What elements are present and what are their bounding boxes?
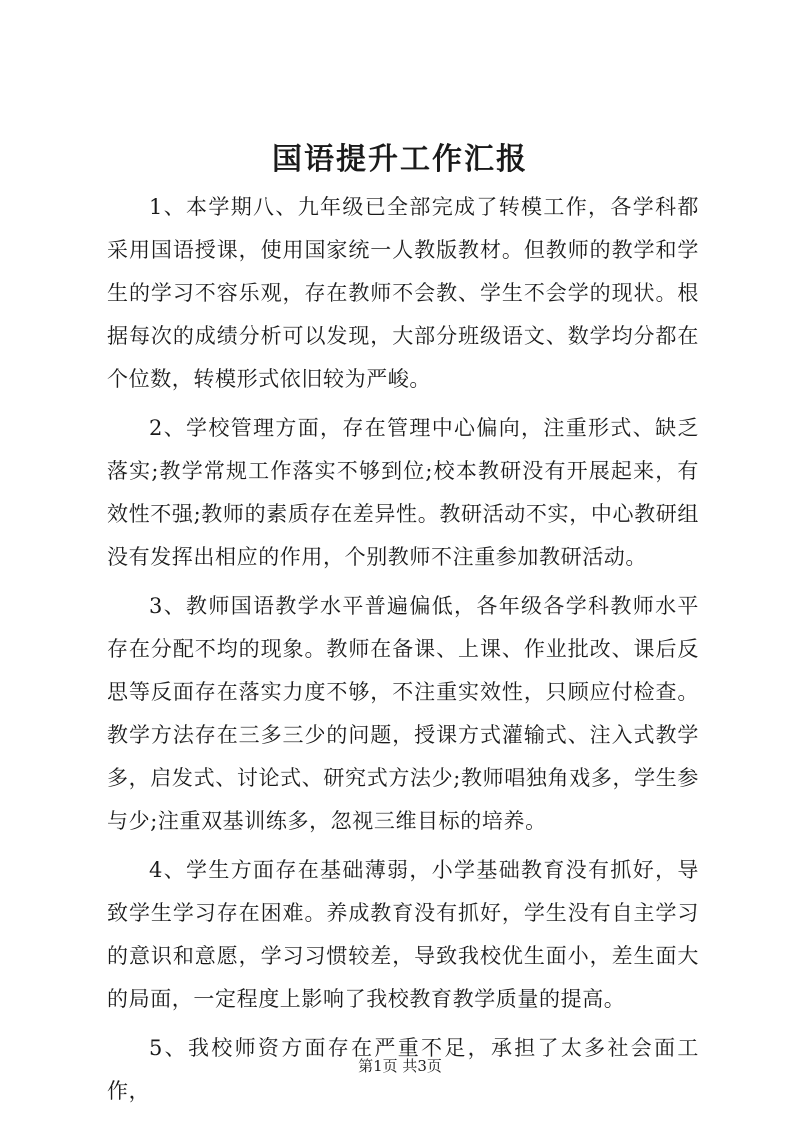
paragraph-5: 5、我校师资方面存在严重不足，承担了太多社会面工作， <box>107 1036 699 1103</box>
document-title: 国语提升工作汇报 <box>272 142 528 177</box>
paragraph-3: 3、教师国语教学水平普遍偏低，各年级各学科教师水平存在分配不均的现象。教师在备课、上课、作业批改、课后反思等反面存在落实力度不够，不注重实效性，只顾应付检查。教学方法存在三多三少的问题，授课方式灌输式、注入式教学多，启发式、讨论式、研究式方法少;教师唱独角戏多，学生参与少;注重双基训练多，忽视三维目标的培养。 <box>107 594 699 833</box>
document-body <box>107 186 699 1119</box>
paragraph-1: 1、本学期八、九年级已全部完成了转模工作，各学科都采用国语授课，使用国家统一人教版教材。但教师的教学和学生的学习不容乐观，存在教师不会教、学生不会学的现状。根据每次的成绩分析可以发现，大部分班级语文、数学均分都在个位数，转模形式依旧较为严峻。 <box>107 195 699 391</box>
paragraph-2: 2、学校管理方面，存在管理中心偏向，注重形式、缺乏落实;教学常规工作落实不够到位;校本教研没有开展起来，有效性不强;教师的素质存在差异性。教研活动不实，中心教研组没有发挥出相应的作用，个别教师不注重参加教研活动。 <box>107 416 699 569</box>
page-number-footer: 第1页 共3页 <box>358 1057 442 1075</box>
paragraph-4: 4、学生方面存在基础薄弱，小学基础教育没有抓好，导致学生学习存在困难。养成教育没有抓好，学生没有自主学习的意识和意愿，学习习惯较差，导致我校优生面小，差生面大的局面，一定程度上影响了我校教育教学质量的提高。 <box>107 858 699 1011</box>
